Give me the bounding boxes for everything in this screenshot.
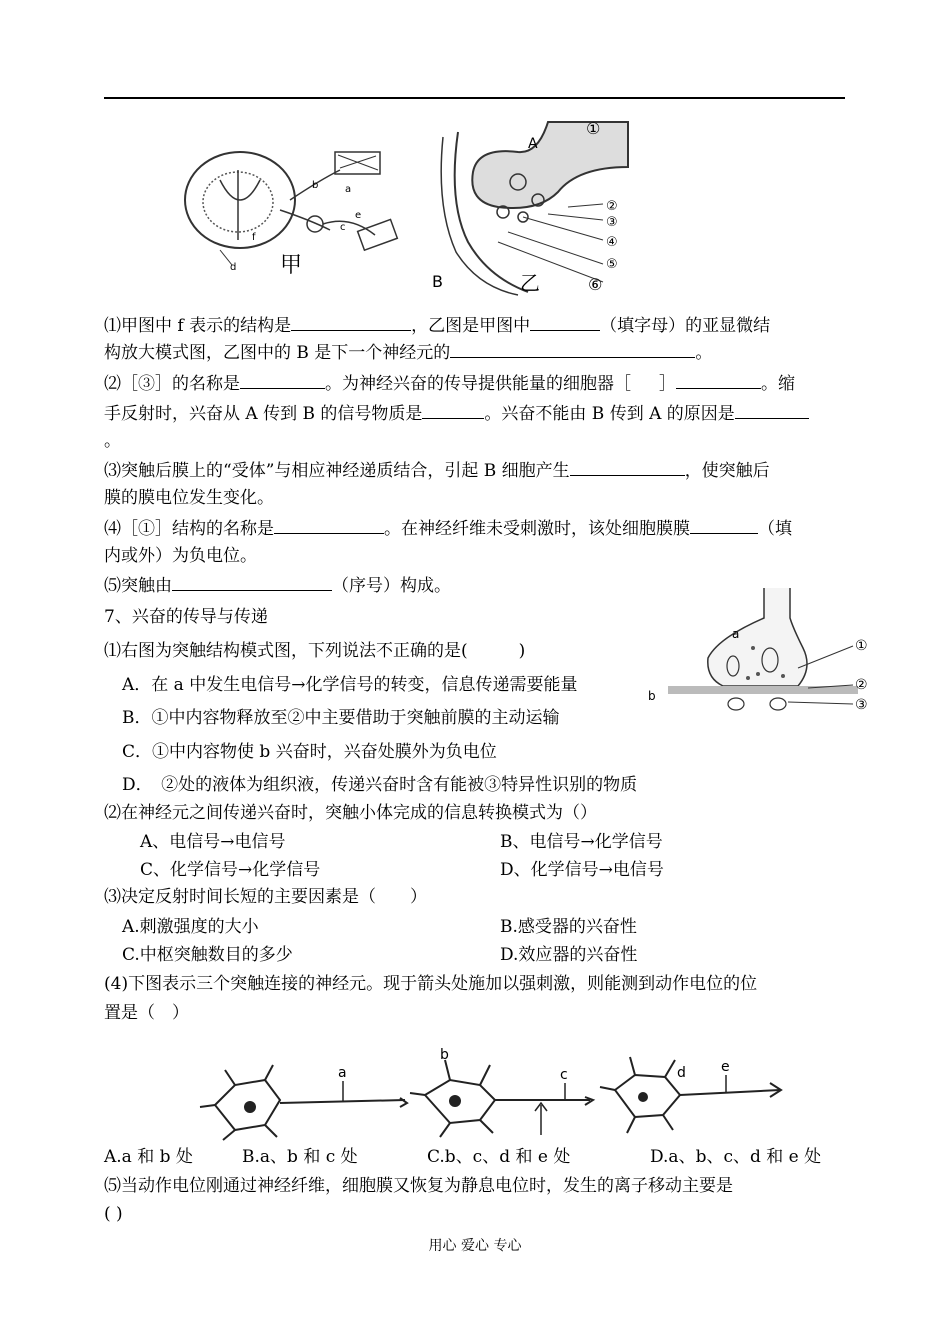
yi-num-4: ④ [606,235,618,250]
page-footer: 用心 爱心 专心 [428,1238,522,1254]
figure-jia-reflex-arc [180,140,410,280]
yi-label-A: A [528,136,538,152]
q7-s4-option-c[interactable]: C.b、c、d 和 e 处 [427,1147,571,1167]
q7-s4-stem-line1: (4)下图表示三个突触连接的神经元。现于箭头处施加以强刺激，则能测到动作电位的位 [104,974,758,994]
jia-letter-e: e [355,210,362,221]
q7-s3-stem: ⑶决定反射时间长短的主要因素是（ ） [104,887,427,907]
q6-part2-line1: ⑵［③］的名称是 。为神经兴奋的传导提供能量的细胞器［ ］ 。缩 [104,374,795,394]
q7-s3-option-c[interactable]: C.中枢突触数目的多少 [122,945,293,965]
q6-part4-line2: 内或外）为负电位。 [104,546,257,566]
blank-neuron-part[interactable] [450,341,695,358]
figure-q7-neuron-chain [195,1045,795,1145]
q6-part3-line1: ⑶突触后膜上的“受体”与相应神经递质结合，引起 B 细胞产生 ，使突触后 [104,461,770,481]
q7-s1-option-c[interactable]: C．①中内容物使 b 兴奋时，兴奋处膜外为负电位 [122,742,497,762]
q7-s2-option-b[interactable]: B、电信号→化学信号 [500,832,663,852]
blank-organelle[interactable] [676,372,761,389]
q7-s1-option-b[interactable]: B．①中内容物释放至②中主要借助于突触前膜的主动运输 [122,708,560,728]
q7-fig-label-1: ① [855,638,868,654]
q7-s5-paren: ( ) [104,1204,123,1224]
blank-synapse-parts[interactable] [172,574,332,591]
q6-part5-line: ⑸突触由 （序号）构成。 [104,576,451,596]
jia-label: 甲 [280,253,303,278]
yi-num-2: ② [606,199,618,214]
q7-s1-stem: ⑴右图为突触结构模式图，下列说法不正确的是( ) [104,641,526,661]
chain-label-b: b [440,1047,449,1063]
q7-s2-option-c[interactable]: C、化学信号→化学信号 [140,860,321,880]
q6-part1-line2: 构放大模式图，乙图中的 B 是下一个神经元的 。 [104,343,713,363]
jia-letter-b: b [312,180,319,191]
q7-fig-label-3: ③ [855,697,868,713]
q6-part2-line3: 。 [104,431,121,451]
chain-label-a: a [338,1065,347,1081]
yi-label: 乙 [520,271,540,295]
blank-3-name[interactable] [240,372,325,389]
yi-num-1: ① [586,119,601,138]
jia-letter-a: a [345,184,352,195]
q7-s4-option-a[interactable]: A.a 和 b 处 [104,1147,193,1167]
blank-reason[interactable] [735,402,809,419]
q7-fig-label-2: ② [855,677,868,693]
chain-label-e: e [721,1059,730,1075]
blank-in-out[interactable] [690,517,758,534]
figure-yi-synapse [428,112,658,297]
q7-s4-stem-line2: 置是（ ） [104,1003,189,1023]
q7-s1-option-d[interactable]: D． ②处的液体为组织液，传递兴奋时含有能被③特异性识别的物质 [122,775,638,795]
q7-s2-option-d[interactable]: D、化学信号→电信号 [500,860,664,880]
blank-1-name[interactable] [274,517,384,534]
blank-response[interactable] [570,459,685,476]
q7-s1-option-a[interactable]: A．在 a 中发生电信号→化学信号的转变，信息传递需要能量 [122,675,578,695]
blank-f[interactable] [291,314,411,331]
q6-part1-line1: ⑴甲图中 f 表示的结构是 ，乙图是甲图中 （填字母）的亚显微结 [104,316,771,336]
q7-title: 7、兴奋的传导与传递 [104,607,268,627]
jia-letter-f: f [252,232,256,243]
q7-s3-option-b[interactable]: B.感受器的兴奋性 [500,917,637,937]
q7-s4-option-b[interactable]: B.a、b 和 c 处 [242,1147,358,1167]
jia-letter-d: d [230,262,237,273]
q6-part3-line2: 膜的膜电位发生变化。 [104,488,274,508]
yi-label-B: B [432,272,443,291]
q7-s5-stem: ⑸当动作电位刚通过神经纤维，细胞膜又恢复为静息电位时，发生的离子移动主要是 [104,1176,733,1196]
q6-part4-line1: ⑷［①］结构的名称是 。在神经纤维未受刺激时，该处细胞膜膜 （填 [104,519,792,539]
yi-num-3: ③ [606,215,618,230]
q7-s3-option-a[interactable]: A.刺激强度的大小 [122,917,259,937]
q6-part2-line2: 手反射时，兴奋从 A 传到 B 的信号物质是 。兴奋不能由 B 传到 A 的原因是 [104,402,849,425]
q7-fig-label-a: a [732,627,740,641]
q7-s3-option-d[interactable]: D.效应器的兴奋性 [500,945,638,965]
q7-s2-stem: ⑵在神经元之间传递兴奋时，突触小体完成的信息转换模式为（） [104,803,597,823]
yi-num-5: ⑤ [606,257,618,272]
jia-letter-c: c [340,222,346,233]
q7-fig-label-b: b [648,689,656,703]
header-rule [104,97,845,99]
q7-s4-option-d[interactable]: D.a、b、c、d 和 e 处 [650,1147,822,1167]
chain-label-d: d [677,1065,686,1081]
chain-label-c: c [560,1067,568,1083]
blank-signal[interactable] [422,402,484,419]
q7-s2-option-a[interactable]: A、电信号→电信号 [140,832,286,852]
yi-num-6: ⑥ [588,275,603,294]
blank-letter[interactable] [530,314,600,331]
